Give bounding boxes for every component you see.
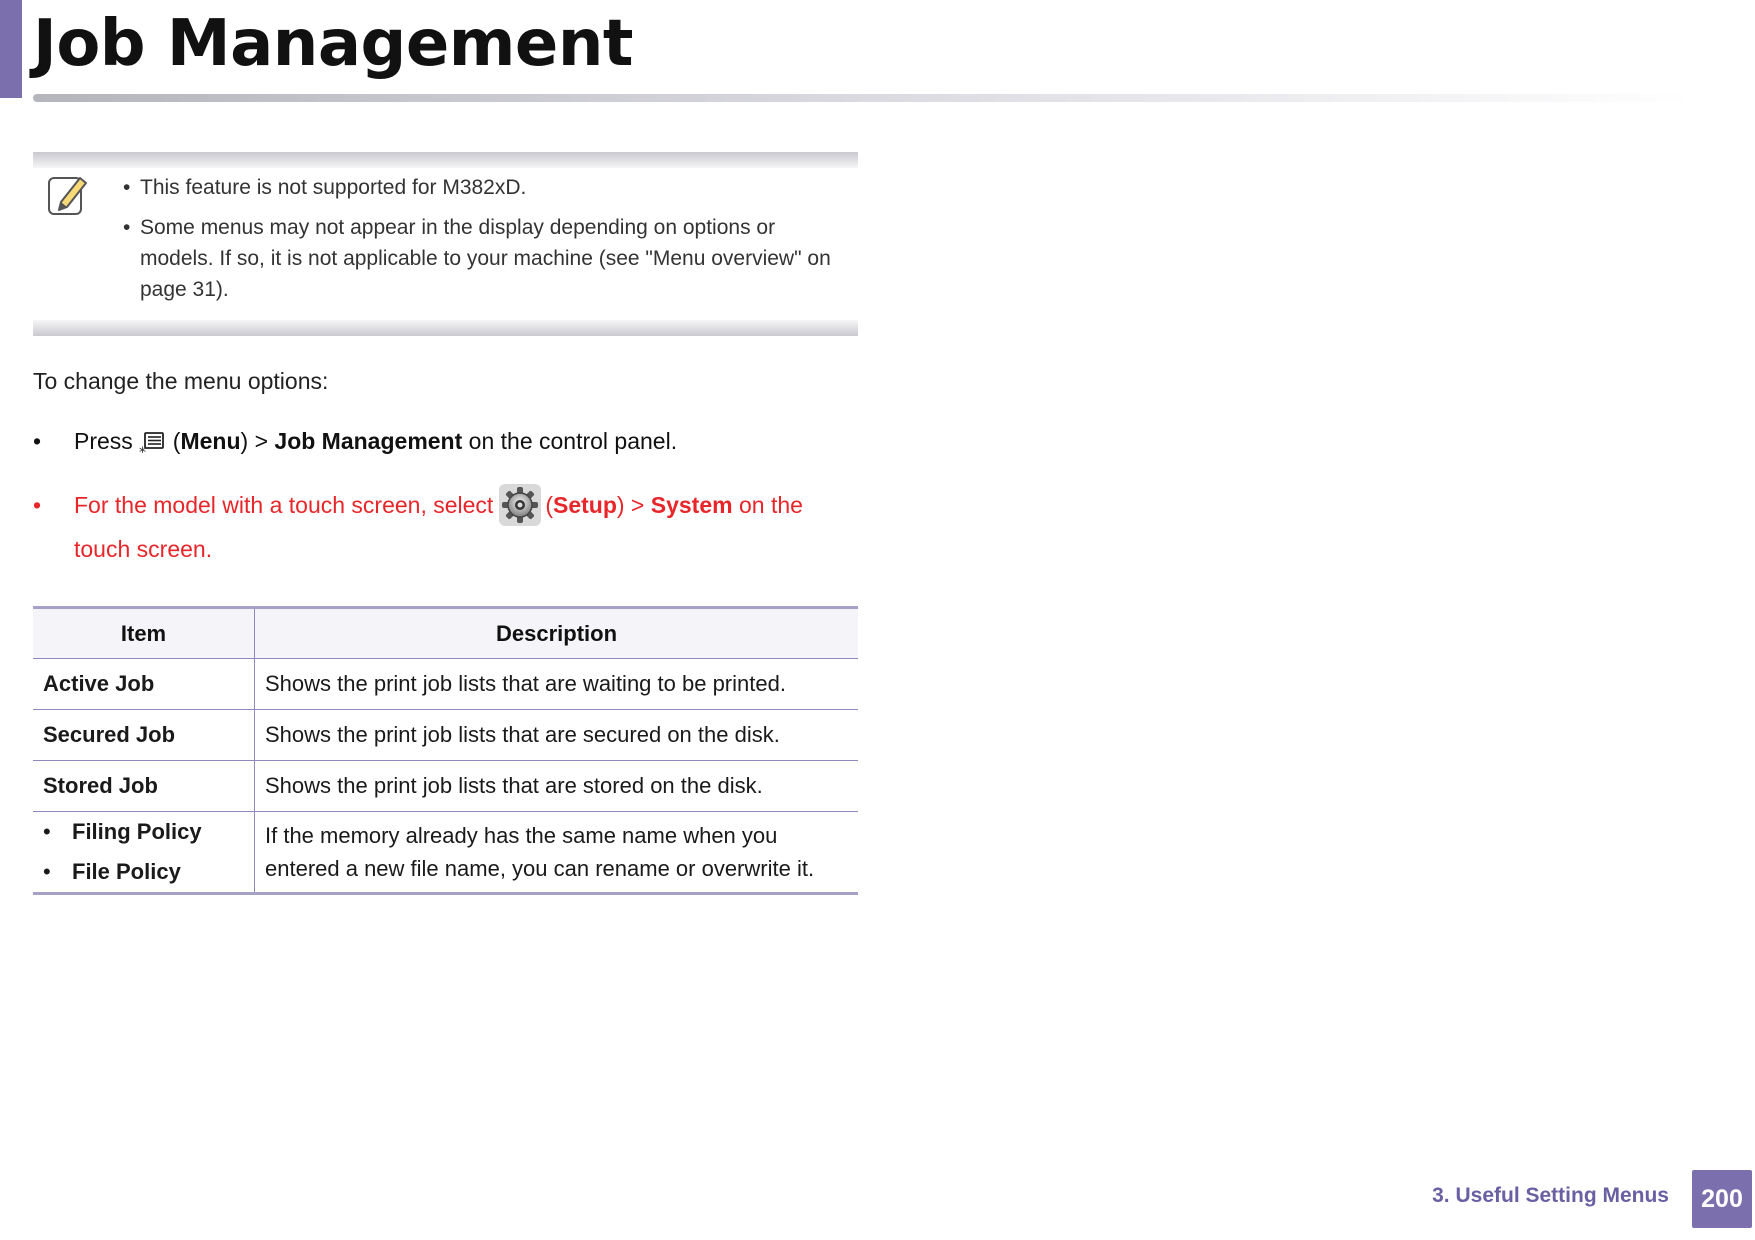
description-cell: Shows the print job lists that are waiting to be printed. — [255, 659, 859, 710]
table-header-row — [33, 608, 858, 659]
svg-text:*: * — [138, 444, 146, 458]
page-title: Job Management — [33, 7, 633, 81]
setup-label: Setup — [552, 492, 617, 518]
description-cell: If the memory already has the same name when you entered a new file name, you can rename or overwrite it. — [265, 823, 815, 881]
header-item: Item — [33, 608, 255, 659]
menu-separator: ) > — [240, 428, 269, 454]
menu-label: Menu — [180, 428, 241, 454]
note-band-bottom — [33, 320, 858, 336]
note-item: • Some menus may not appear in the display depending on options or models. If so, it is not applicable to your machine (see "Menu overview" on page 31). — [123, 212, 853, 305]
intro-text: To change the menu options: — [33, 368, 329, 394]
steps-list — [33, 420, 863, 571]
step-menu — [33, 420, 863, 463]
step-suffix: on the control panel. — [468, 428, 678, 454]
target-label: Job Management — [274, 428, 463, 454]
item-bullet: • Filing Policy — [43, 812, 244, 852]
description-cell: Shows the print job lists that are stored on the disk. — [255, 761, 859, 812]
table-row — [33, 812, 858, 894]
page-number: 200 — [1692, 1170, 1752, 1228]
note-list — [123, 172, 853, 314]
title-accent-bar — [0, 0, 22, 98]
menu-icon — [139, 429, 165, 457]
step-touch-screen — [33, 484, 863, 571]
paren-open: ( — [545, 492, 553, 518]
item-cell — [33, 812, 255, 894]
system-label: System — [650, 492, 733, 518]
note-pencil-icon — [47, 172, 89, 218]
step-prefix: Press — [74, 428, 133, 454]
table-row — [33, 710, 858, 761]
item-bullet-list — [43, 812, 244, 892]
setup-gear-icon — [499, 484, 541, 526]
note-band-top — [33, 152, 858, 168]
note-item: • This feature is not supported for M382xD. — [123, 172, 853, 203]
note-box — [33, 152, 858, 336]
item-cell: Active Job — [33, 659, 255, 710]
step-prefix: For the model with a touch screen, select — [74, 492, 494, 518]
header-description: Description — [255, 608, 859, 659]
description-cell: Shows the print job lists that are secured on the disk. — [255, 710, 859, 761]
item-cell: Secured Job — [33, 710, 255, 761]
paren-open: ( — [172, 428, 181, 454]
job-management-table — [33, 606, 858, 895]
title-divider — [33, 94, 1693, 102]
item-cell: Stored Job — [33, 761, 255, 812]
chapter-label: 3. Useful Setting Menus — [1432, 1184, 1669, 1207]
setup-separator: ) > — [616, 492, 645, 518]
step-suffix: on the touch screen. — [74, 492, 803, 562]
table-row — [33, 659, 858, 710]
table-row — [33, 761, 858, 812]
item-bullet: • File Policy — [43, 852, 244, 892]
